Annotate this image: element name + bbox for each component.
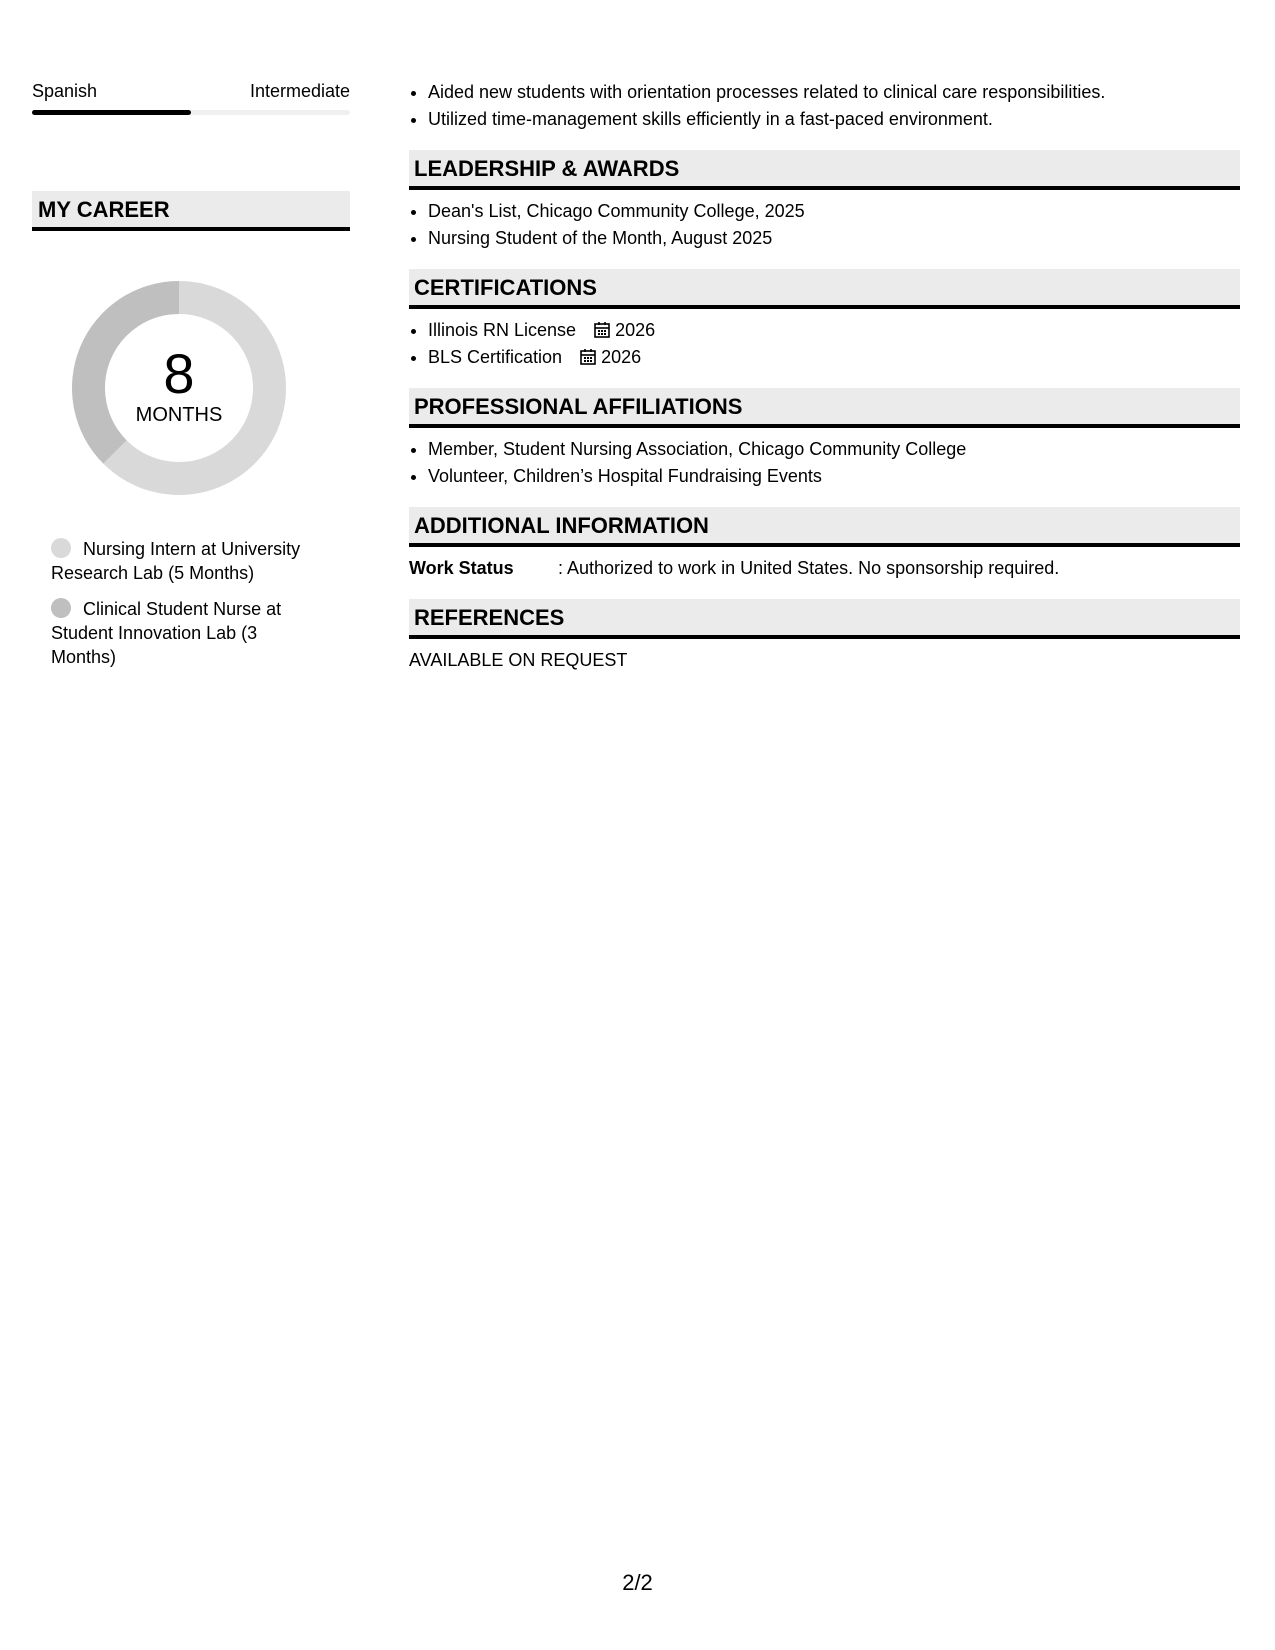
career-legend-item	[51, 537, 321, 585]
career-legend-item	[51, 597, 321, 669]
page-number: 2/2	[622, 1570, 653, 1595]
career-legend-dot	[51, 598, 71, 618]
career-legend-dot	[51, 538, 71, 558]
section-heading-references: REFERENCES	[409, 599, 1240, 639]
certification-name: BLS Certification	[428, 347, 563, 367]
work-status-value: : Authorized to work in United States. No sponsorship required.	[558, 558, 1060, 578]
list-item: • Member, Student Nursing Association, Chicago Community College	[428, 436, 1240, 463]
language-name: Spanish	[32, 81, 98, 101]
leadership-list	[409, 198, 1240, 252]
list-item: • Dean's List, Chicago Community College, 2025	[428, 198, 1240, 225]
right-column	[409, 79, 1240, 674]
donut-center	[66, 342, 292, 427]
certifications-list	[409, 317, 1240, 371]
certification-name: Illinois RN License	[428, 320, 577, 340]
certification-year: 2026	[615, 320, 656, 340]
left-column	[32, 80, 350, 681]
language-proficiency-fill	[32, 110, 191, 115]
language-level: Intermediate	[249, 81, 350, 101]
list-item: • Aided new students with orientation processes related to clinical care responsibilities.	[428, 79, 1240, 106]
work-status-row	[409, 555, 1240, 582]
list-item: • Nursing Student of the Month, August 2025	[428, 225, 1240, 252]
references-text: AVAILABLE ON REQUEST	[409, 650, 628, 670]
calendar-icon	[593, 321, 611, 339]
career-total-unit: MONTHS	[135, 404, 223, 426]
affiliations-list	[409, 436, 1240, 490]
career-legend-label: Clinical Student Nurse at Student Innovation Lab (3 Months)	[51, 599, 282, 667]
section-heading-additional: ADDITIONAL INFORMATION	[409, 507, 1240, 547]
section-heading-affiliations: PROFESSIONAL AFFILIATIONS	[409, 388, 1240, 428]
career-legend-label: Nursing Intern at University Research Lab (5 Months)	[51, 539, 301, 583]
work-status-label: Work Status	[409, 558, 514, 578]
experience-bullets	[409, 79, 1240, 133]
section-heading-certifications: CERTIFICATIONS	[409, 269, 1240, 309]
language-row	[32, 80, 350, 102]
list-item	[428, 317, 1240, 344]
career-donut-chart	[66, 275, 292, 501]
list-item: • Volunteer, Children’s Hospital Fundraising Events	[428, 463, 1240, 490]
language-proficiency-bar	[32, 110, 350, 115]
career-legend	[32, 537, 321, 669]
list-item	[428, 344, 1240, 371]
calendar-icon	[579, 348, 597, 366]
career-heading: MY CAREER	[32, 191, 350, 231]
certification-year: 2026	[601, 347, 642, 367]
section-heading-leadership: LEADERSHIP & AWARDS	[409, 150, 1240, 190]
list-item: • Utilized time-management skills efficiently in a fast-paced environment.	[428, 106, 1240, 133]
career-total-value: 8	[163, 342, 195, 405]
